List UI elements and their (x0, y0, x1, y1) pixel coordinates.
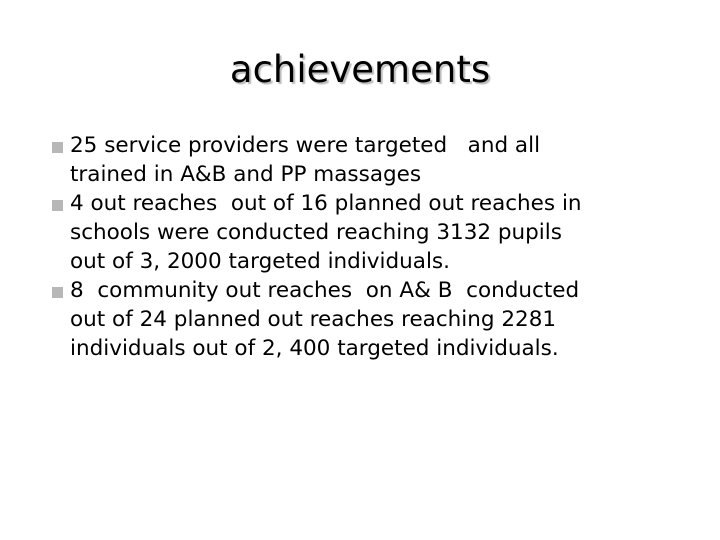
bullet-item (52, 131, 692, 189)
bullet-item (52, 276, 692, 363)
bullet-line: individuals out of 2, 400 targeted individuals. (70, 336, 559, 361)
bullet-line: 4 out reaches out of 16 planned out reaches in (70, 191, 582, 216)
bullet-line: out of 3, 2000 targeted individuals. (70, 249, 450, 274)
bullet-line: trained in A&B and PP massages (70, 162, 422, 187)
achievements-list (52, 131, 692, 363)
bullet-line: 25 service providers were targeted and all (70, 133, 541, 158)
square-bullet-icon (52, 142, 63, 153)
bullet-item (52, 189, 692, 276)
bullet-line: 8 community out reaches on A& B conducted (70, 278, 580, 303)
slide-title: achievements (229, 48, 491, 91)
bullet-line: schools were conducted reaching 3132 pupils (70, 220, 562, 245)
square-bullet-icon (52, 287, 63, 298)
bullet-line: out of 24 planned out reaches reaching 2281 (70, 307, 557, 332)
square-bullet-icon (52, 200, 63, 211)
